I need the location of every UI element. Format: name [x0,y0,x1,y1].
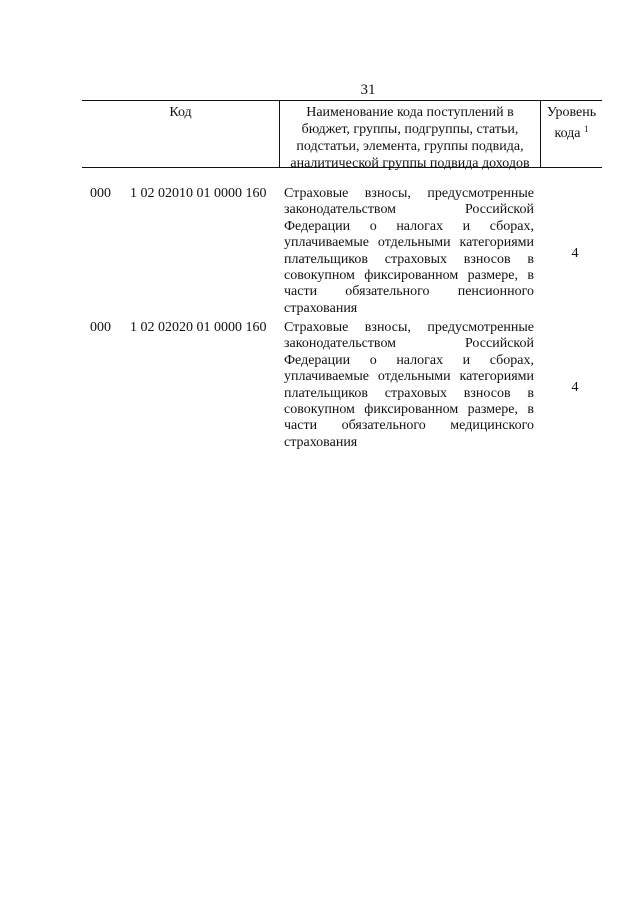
header-level-line: Уровень [546,105,597,120]
desc-line: страхования [284,434,358,450]
header-level-line [541,121,602,142]
page-number: 31 [360,82,376,98]
header-name-line: бюджет, группы, подгруппы, статьи, [301,122,519,137]
desc-line: Страховые взносы, предусмотренные [284,320,534,335]
desc-line: части обязательного медицинского [284,418,534,434]
level-value: 4 [571,380,579,395]
level-value: 4 [571,246,579,261]
header-name-line: аналитической группы подвида доходов [290,156,530,171]
header-level-text: кода [554,126,581,141]
revenue-code: 1 02 02010 01 0000 160 [130,186,267,201]
table-header [82,100,602,171]
footnote-marker: 1 [584,124,589,134]
desc-line: страхования [284,300,358,316]
desc-line: Федерации о налогах и сборах, [284,218,534,234]
desc-line: совокупном фиксированном размере, в [284,402,534,418]
revenue-description [284,320,534,451]
header-code: Код [169,105,192,120]
admin-code: 000 [90,320,111,335]
header-name [279,101,541,171]
desc-line: Федерации о налогах и сборах, [284,352,534,368]
revenue-code: 1 02 02020 01 0000 160 [130,320,267,335]
desc-line: плательщиков страховых взносов в [284,385,534,401]
desc-line: части обязательного пенсионного [284,284,534,300]
desc-line: уплачиваемые отдельными категориями [284,369,534,385]
desc-line: законодательством Российской [284,336,534,352]
desc-line: совокупном фиксированном размере, в [284,268,534,284]
desc-line: плательщиков страховых взносов в [284,251,534,267]
header-name-line: Наименование кода поступлений в [306,105,514,120]
admin-code: 000 [90,186,111,201]
desc-line: Страховые взносы, предусмотренные [284,186,534,201]
header-name-line: подстатьи, элемента, группы подвида, [296,139,524,154]
desc-line: законодательством Российской [284,202,534,218]
desc-line: уплачиваемые отдельными категориями [284,235,534,251]
revenue-description [284,186,534,317]
header-level [541,101,602,167]
